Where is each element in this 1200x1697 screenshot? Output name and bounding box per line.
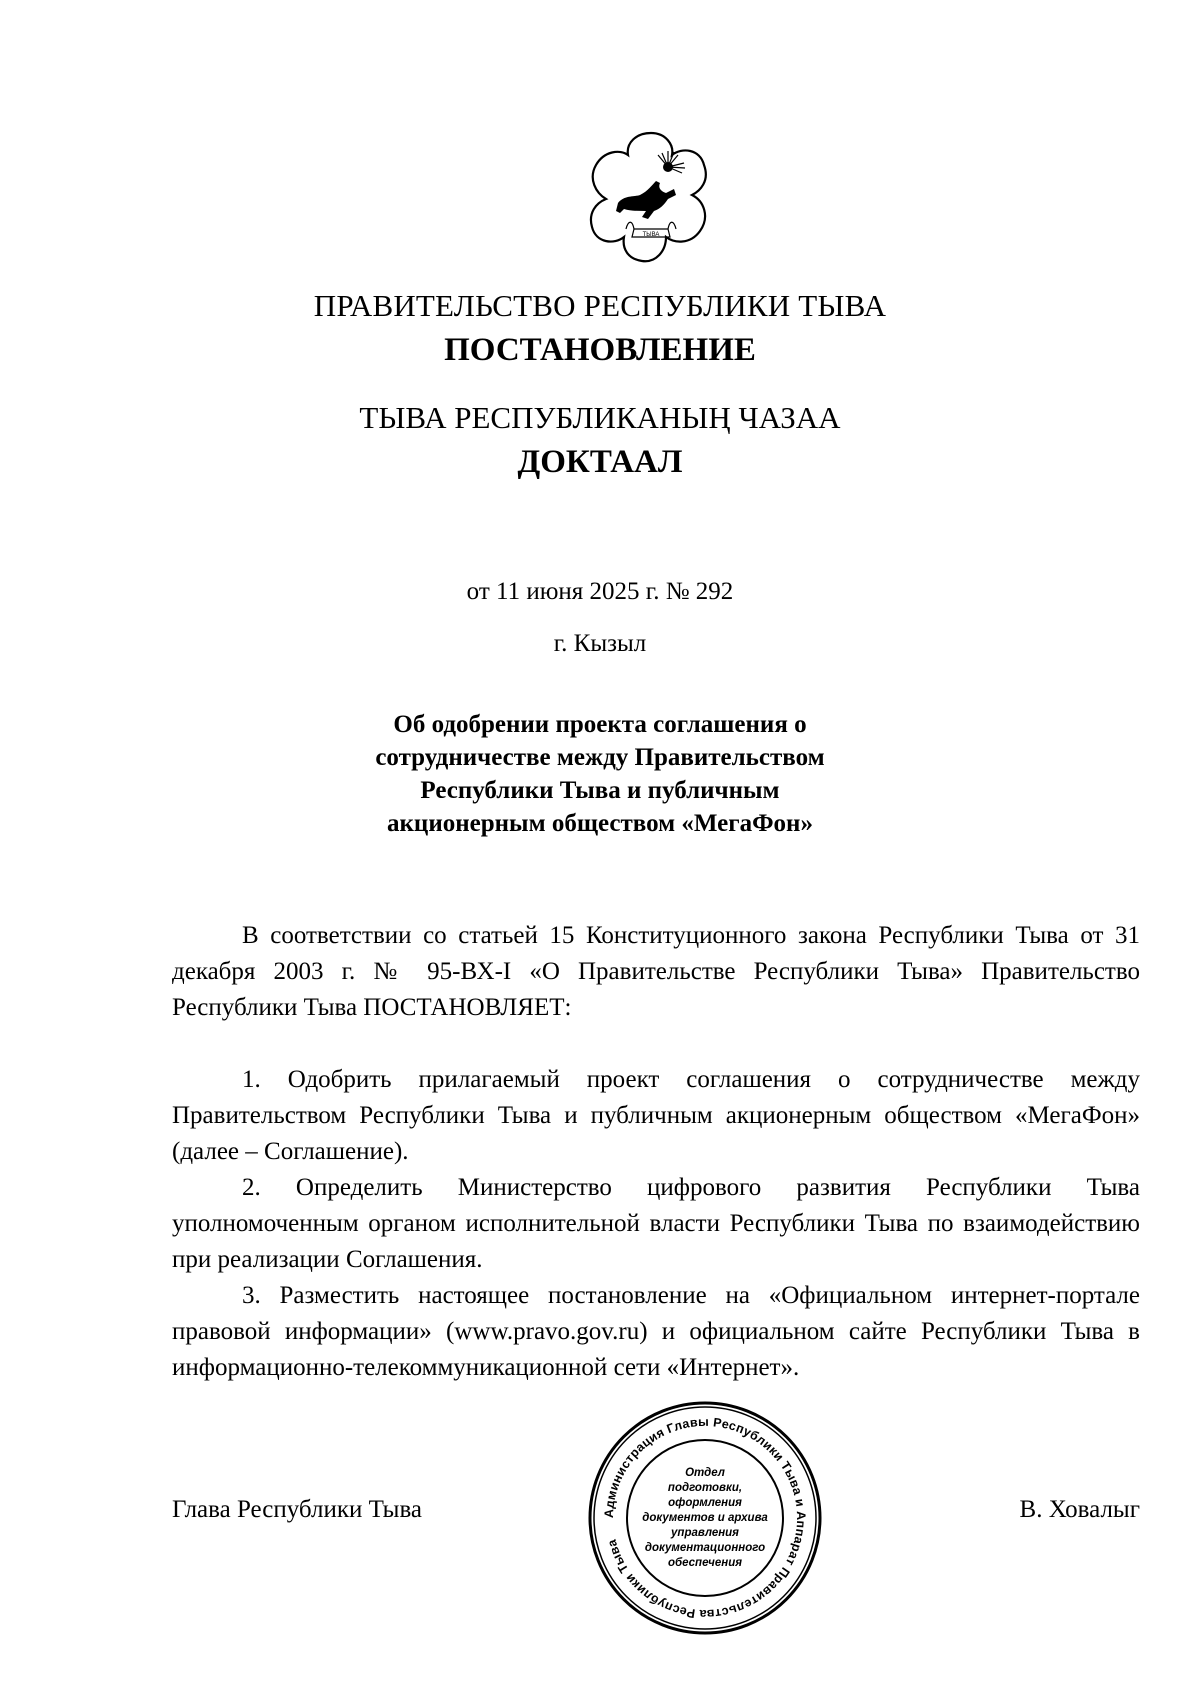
stamp-line-2: подготовки, — [667, 1482, 743, 1494]
resolution-item-1: 1. Одобрить прилагаемый проект соглашения о сотрудничестве между Правительством Республики Тыва и публичным акционерным обществом «МегаФон» (далее – Соглашение). — [172, 1066, 1140, 1165]
government-name-tv: ТЫВА РЕСПУБЛИКАНЫҢ ЧАЗАА — [359, 400, 841, 435]
signatory-position: Глава Республики Тыва — [172, 1496, 423, 1523]
stamp-line-5: управления — [671, 1527, 739, 1539]
document-city: г. Кызыл — [553, 630, 647, 657]
intro-paragraph — [172, 918, 1140, 1026]
stamp-line-6: документационного — [644, 1542, 766, 1554]
resolution-items — [172, 1062, 1140, 1386]
stamp-line-1: Отдел — [685, 1467, 725, 1479]
document-date-number: от 11 июня 2025 г. № 292 — [466, 578, 734, 605]
tuva-emblem-icon — [578, 125, 724, 271]
resolution-item-3: 3. Разместить настоящее постановление на «Официальном интернет-портале правовой информации» (www.pravo.gov.ru) и официальном сайте Республики Тыва в информационно-телекоммуникационной сети «Интернет». — [172, 1282, 1140, 1381]
resolution-item-2: 2. Определить Министерство цифрового развития Республики Тыва уполномоченным органом исполнительной власти Республики Тыва по взаимодействию при реализации Соглашения. — [172, 1174, 1140, 1273]
official-stamp-icon — [585, 1398, 825, 1638]
stamp-line-4: документов и архива — [642, 1512, 768, 1524]
document-title: Об одобрении проекта соглашения о сотрудничестве между Правительством Республики Тыва и публичным акционерным обществом «МегаФон» — [375, 711, 825, 837]
stamp-line-3: оформления — [668, 1497, 742, 1509]
stamp-ring-text: Администрация Главы Республики Тыва и Аппарат Правительства Республики Тыва — [601, 1414, 809, 1622]
stamp-line-7: обеспечения — [667, 1557, 743, 1569]
emblem-label: ТЫВА — [642, 232, 660, 238]
document-type-tv: ДОКТААЛ — [517, 444, 683, 480]
intro-text: В соответствии со статьей 15 Конституционного закона Республики Тыва от 31 декабря 2003 г. № 95-ВХ-I «О Правительстве Республики Тыва» Правительство Республики Тыва ПОСТАНОВЛЯЕТ: — [172, 922, 1140, 1021]
government-name-ru: ПРАВИТЕЛЬСТВО РЕСПУБЛИКИ ТЫВА — [313, 288, 887, 323]
document-type-ru: ПОСТАНОВЛЕНИЕ — [444, 332, 756, 368]
signatory-name: В. Ховалыг — [1019, 1496, 1140, 1523]
